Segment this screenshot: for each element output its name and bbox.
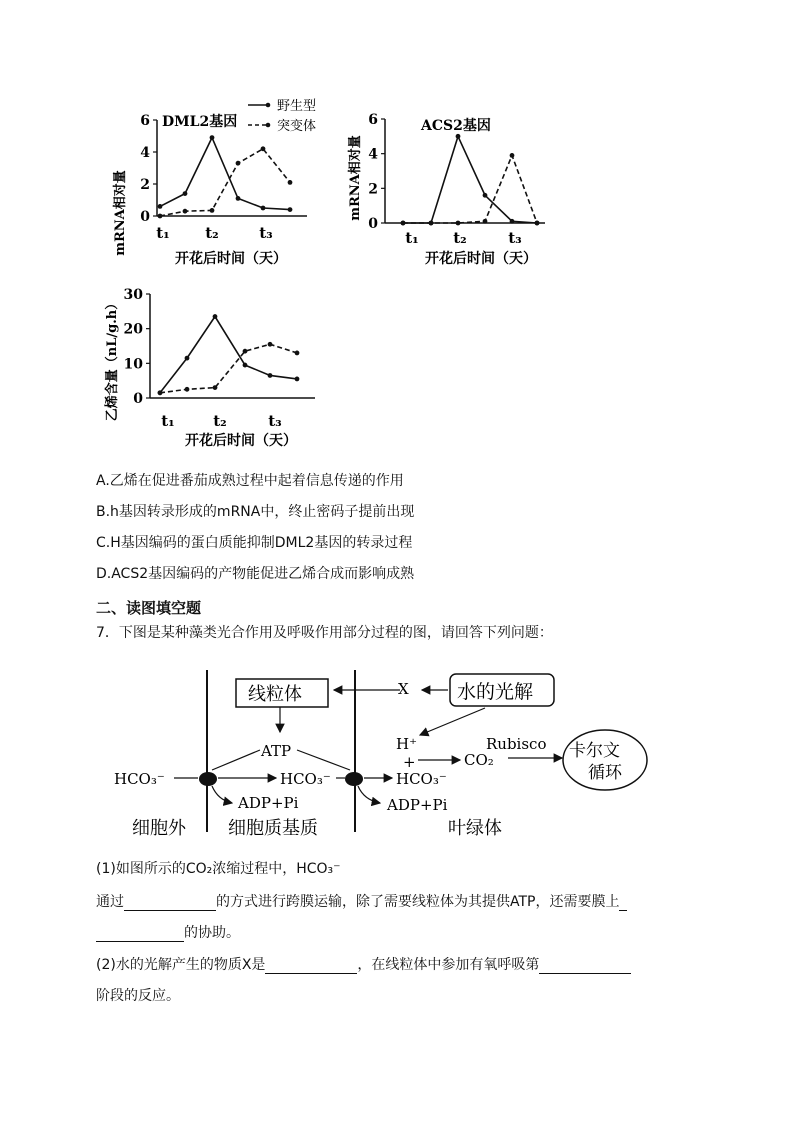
data-point <box>185 387 190 392</box>
data-point <box>185 356 190 361</box>
calvin-label-1: 卡尔文 <box>569 741 620 761</box>
series-line-wildtype <box>403 136 537 223</box>
data-point <box>210 208 215 213</box>
data-point <box>288 180 293 185</box>
hco3-cytoplasm: HCO₃⁻ <box>280 770 331 788</box>
x-tick-label: t₃ <box>508 229 522 247</box>
answer-blank-2a[interactable] <box>619 896 627 911</box>
legend-mutant: 突变体 <box>277 119 317 134</box>
data-point <box>401 221 406 226</box>
series-line-mutant <box>160 344 297 393</box>
sub2-text-a: (2)水的光解产生的物质X是 <box>96 957 266 973</box>
y-tick-label: 4 <box>140 145 150 161</box>
data-point <box>158 204 163 209</box>
data-point <box>288 207 293 212</box>
adp-1: ADP+Pi <box>238 794 299 812</box>
y-tick-label: 2 <box>368 181 378 198</box>
adp-2: ADP+Pi <box>387 796 448 814</box>
sub2-text-b: ，在线粒体中参加有氧呼吸第 <box>357 957 540 973</box>
question-stem: 7．下图是某种藻类光合作用及呼吸作用部分过程的图，请回答下列问题： <box>96 625 553 641</box>
region-outside: 细胞外 <box>132 818 186 839</box>
data-point <box>456 134 461 139</box>
data-point <box>158 214 163 219</box>
y-tick-label: 30 <box>123 287 143 303</box>
answer-blank-2[interactable] <box>96 927 184 942</box>
hco3-outside: HCO₃⁻ <box>114 770 165 788</box>
plus-label: + <box>403 753 416 771</box>
data-point <box>243 363 248 368</box>
y-tick-label: 10 <box>123 356 143 373</box>
y-tick-label: 6 <box>140 113 150 129</box>
y-tick-label: 2 <box>140 177 150 193</box>
data-point <box>210 135 215 140</box>
chart-legend <box>248 98 316 134</box>
sub1-line3 <box>96 922 240 942</box>
atp-label: ATP <box>261 742 292 760</box>
section-title: 二、读图填空题 <box>96 599 202 617</box>
data-point <box>261 206 266 211</box>
x-tick-label: t₁ <box>405 229 419 247</box>
hco3-chloroplast: HCO₃⁻ <box>396 770 447 788</box>
data-point <box>213 385 218 390</box>
region-chloroplast: 叶绿体 <box>448 818 502 839</box>
sub2-line1 <box>96 954 631 974</box>
y-tick-label: 0 <box>368 216 378 232</box>
answer-blank-1[interactable] <box>124 896 216 911</box>
x-tick-label: t₂ <box>453 229 467 247</box>
x-tick-label: t₂ <box>213 412 227 430</box>
region-cytoplasm: 细胞质基质 <box>228 818 318 839</box>
chart-ylabel: mRNA相对量 <box>113 170 128 256</box>
series-line-mutant <box>160 149 290 216</box>
transporter-2 <box>345 772 363 786</box>
series-line-wildtype <box>160 138 290 210</box>
chart-xlabel: 开花后时间（天） <box>425 251 537 267</box>
chart-xlabel: 开花后时间（天） <box>185 433 297 449</box>
data-point <box>483 193 488 198</box>
sub1-text-c: 的协助。 <box>184 925 240 941</box>
option-b: B.h基因转录形成的mRNA中，终止密码子提前出现 <box>96 504 415 520</box>
sub1-text-a: 通过 <box>96 894 124 910</box>
data-point <box>183 191 188 196</box>
option-a: A.乙烯在促进番茄成熟过程中起着信息传递的作用 <box>96 473 404 489</box>
chart-title: DML2基因 <box>162 114 238 130</box>
co2-concentration-diagram <box>100 660 700 845</box>
x-tick-label: t₃ <box>259 224 273 242</box>
data-point <box>236 161 241 166</box>
x-tick-label: t₁ <box>161 412 175 430</box>
sub1-line2 <box>96 891 627 911</box>
data-point <box>295 351 300 356</box>
option-c: C.H基因编码的蛋白质能抑制DML2基因的转录过程 <box>96 535 413 551</box>
y-tick-label: 0 <box>133 391 143 407</box>
y-tick-label: 0 <box>140 209 150 225</box>
y-tick-label: 4 <box>368 146 378 163</box>
data-point <box>236 196 241 201</box>
transporter-1 <box>199 772 217 786</box>
x-tick-label: t₃ <box>268 412 282 430</box>
y-tick-label: 6 <box>368 112 378 128</box>
series-line-wildtype <box>160 317 297 393</box>
data-point <box>261 146 266 151</box>
rubisco-label: Rubisco <box>486 735 547 753</box>
data-point <box>268 342 273 347</box>
data-point <box>213 314 218 319</box>
data-point <box>510 153 515 158</box>
chart-xlabel: 开花后时间（天） <box>175 251 287 267</box>
x-tick-label: t₂ <box>205 224 219 242</box>
data-point <box>429 221 434 226</box>
data-point <box>535 221 540 226</box>
chart-dml2 <box>100 95 340 270</box>
sub1-text-b: 的方式进行跨膜运输，除了需要线粒体为其提供ATP，还需要膜上 <box>216 894 620 910</box>
data-point <box>510 219 515 224</box>
data-point <box>183 209 188 214</box>
answer-blank-3[interactable] <box>265 959 357 974</box>
x-label: X <box>398 680 409 698</box>
calvin-label-2: 循环 <box>588 763 622 783</box>
answer-blank-4[interactable] <box>539 959 631 974</box>
chart-acs2 <box>345 100 565 275</box>
data-point <box>295 377 300 382</box>
data-point <box>456 221 461 226</box>
water-photolysis-label: 水的光解 <box>457 681 534 703</box>
x-tick-label: t₁ <box>156 224 170 242</box>
y-tick-label: 20 <box>123 321 143 338</box>
mitochondria-label: 线粒体 <box>248 684 302 705</box>
sub2-line2: 阶段的反应。 <box>96 988 180 1004</box>
series-line-mutant <box>403 155 537 223</box>
data-point <box>243 349 248 354</box>
co2-label: CO₂ <box>464 751 494 769</box>
chart-title: ACS2基因 <box>421 118 491 134</box>
chart-ylabel: mRNA相对量 <box>348 135 363 221</box>
option-d: D.ACS2基因编码的产物能促进乙烯合成而影响成熟 <box>96 566 415 582</box>
legend-wildtype: 野生型 <box>277 99 317 114</box>
data-point <box>268 373 273 378</box>
hplus-label: H⁺ <box>396 735 417 753</box>
data-point <box>158 390 163 395</box>
data-point <box>483 219 488 224</box>
sub1-line1: (1)如图所示的CO₂浓缩过程中，HCO₃⁻ <box>96 861 341 877</box>
chart-ylabel: 乙烯含量（nL/g.h） <box>105 296 120 422</box>
chart-ethylene <box>100 285 340 460</box>
